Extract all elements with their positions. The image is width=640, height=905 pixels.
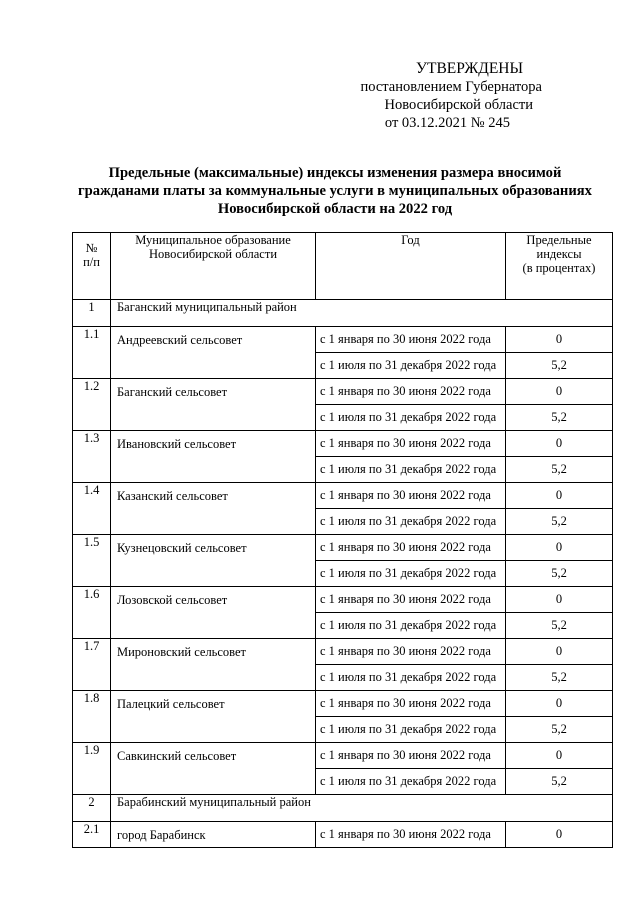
index-value-cell: 0	[506, 639, 613, 665]
municipality-name: Мироновский сельсовет	[111, 639, 316, 691]
period-cell: с 1 июля по 31 декабря 2022 года	[316, 561, 506, 587]
header-num-line: п/п	[83, 255, 100, 269]
section-name: Баганский муниципальный район	[111, 300, 613, 327]
table-row	[73, 431, 613, 457]
municipality-name: Лозовской сельсовет	[111, 587, 316, 639]
table-body	[73, 300, 613, 848]
index-value-cell: 0	[506, 587, 613, 613]
item-number: 1.8	[73, 691, 111, 743]
header-index	[506, 233, 613, 300]
municipality-name: город Барабинск	[111, 822, 316, 848]
index-value-cell: 5,2	[506, 665, 613, 691]
table-row	[73, 691, 613, 717]
period-cell: с 1 января по 30 июня 2022 года	[316, 743, 506, 769]
index-value-cell: 5,2	[506, 717, 613, 743]
section-number: 2	[73, 795, 111, 822]
municipality-name: Палецкий сельсовет	[111, 691, 316, 743]
index-value-cell: 5,2	[506, 405, 613, 431]
item-number: 1.7	[73, 639, 111, 691]
approval-block	[340, 60, 580, 132]
item-number: 1.4	[73, 483, 111, 535]
period-cell: с 1 июля по 31 декабря 2022 года	[316, 405, 506, 431]
title-line: Новосибирской области на 2022 год	[217, 201, 453, 217]
table-row	[73, 743, 613, 769]
index-value-cell: 5,2	[506, 769, 613, 795]
document-title	[60, 164, 610, 218]
period-cell: с 1 января по 30 июня 2022 года	[316, 822, 506, 848]
approval-date: от 03.12.2021 № 245	[384, 115, 510, 131]
title-line: Предельные (максимальные) индексы изменения размера вносимой	[108, 165, 562, 181]
municipality-name: Савкинский сельсовет	[111, 743, 316, 795]
period-cell: с 1 января по 30 июня 2022 года	[316, 639, 506, 665]
period-cell: с 1 июля по 31 декабря 2022 года	[316, 509, 506, 535]
municipality-name: Андреевский сельсовет	[111, 327, 316, 379]
period-cell: с 1 января по 30 июня 2022 года	[316, 327, 506, 353]
period-cell: с 1 июля по 31 декабря 2022 года	[316, 613, 506, 639]
approval-heading: УТВЕРЖДЕНЫ	[416, 60, 523, 77]
index-value-cell: 0	[506, 431, 613, 457]
section-row	[73, 795, 613, 822]
table-row	[73, 535, 613, 561]
header-year: Год	[316, 233, 506, 300]
header-index-line: Предельные	[526, 233, 592, 247]
period-cell: с 1 июля по 31 декабря 2022 года	[316, 353, 506, 379]
item-number: 1.1	[73, 327, 111, 379]
period-cell: с 1 января по 30 июня 2022 года	[316, 431, 506, 457]
table-row	[73, 483, 613, 509]
header-index-line: (в процентах)	[522, 261, 596, 275]
municipality-name: Казанский сельсовет	[111, 483, 316, 535]
index-value-cell: 0	[506, 743, 613, 769]
table-row	[73, 379, 613, 405]
title-line: гражданами платы за коммунальные услуги в муниципальных образованиях	[78, 183, 592, 199]
section-number: 1	[73, 300, 111, 327]
table-header-row	[73, 233, 613, 300]
index-value-cell: 0	[506, 327, 613, 353]
header-municipality	[111, 233, 316, 300]
header-index-line: индексы	[536, 247, 582, 261]
indices-table	[72, 232, 613, 848]
header-num-line: №	[85, 241, 98, 255]
index-value-cell: 5,2	[506, 457, 613, 483]
header-municipality-line: Новосибирской области	[148, 247, 278, 261]
item-number: 1.5	[73, 535, 111, 587]
index-value-cell: 0	[506, 822, 613, 848]
table-row	[73, 639, 613, 665]
section-name: Барабинский муниципальный район	[111, 795, 613, 822]
table-row	[73, 327, 613, 353]
index-value-cell: 0	[506, 691, 613, 717]
index-value-cell: 0	[506, 535, 613, 561]
index-value-cell: 5,2	[506, 509, 613, 535]
item-number: 1.9	[73, 743, 111, 795]
period-cell: с 1 января по 30 июня 2022 года	[316, 483, 506, 509]
approval-line: Новосибирской области	[384, 97, 533, 113]
period-cell: с 1 июля по 31 декабря 2022 года	[316, 665, 506, 691]
item-number: 1.3	[73, 431, 111, 483]
period-cell: с 1 января по 30 июня 2022 года	[316, 691, 506, 717]
index-value-cell: 5,2	[506, 353, 613, 379]
municipality-name: Ивановский сельсовет	[111, 431, 316, 483]
section-row	[73, 300, 613, 327]
period-cell: с 1 июля по 31 декабря 2022 года	[316, 717, 506, 743]
municipality-name: Баганский сельсовет	[111, 379, 316, 431]
table-row	[73, 822, 613, 848]
header-municipality-line: Муниципальное образование	[135, 233, 291, 247]
period-cell: с 1 июля по 31 декабря 2022 года	[316, 457, 506, 483]
table-row	[73, 587, 613, 613]
item-number: 1.2	[73, 379, 111, 431]
municipality-name: Кузнецовский сельсовет	[111, 535, 316, 587]
period-cell: с 1 января по 30 июня 2022 года	[316, 535, 506, 561]
approval-line: постановлением Губернатора	[360, 79, 542, 95]
index-value-cell: 0	[506, 379, 613, 405]
period-cell: с 1 января по 30 июня 2022 года	[316, 379, 506, 405]
index-value-cell: 0	[506, 483, 613, 509]
header-num	[73, 233, 111, 300]
item-number: 1.6	[73, 587, 111, 639]
index-value-cell: 5,2	[506, 613, 613, 639]
index-value-cell: 5,2	[506, 561, 613, 587]
period-cell: с 1 июля по 31 декабря 2022 года	[316, 769, 506, 795]
item-number: 2.1	[73, 822, 111, 848]
period-cell: с 1 января по 30 июня 2022 года	[316, 587, 506, 613]
